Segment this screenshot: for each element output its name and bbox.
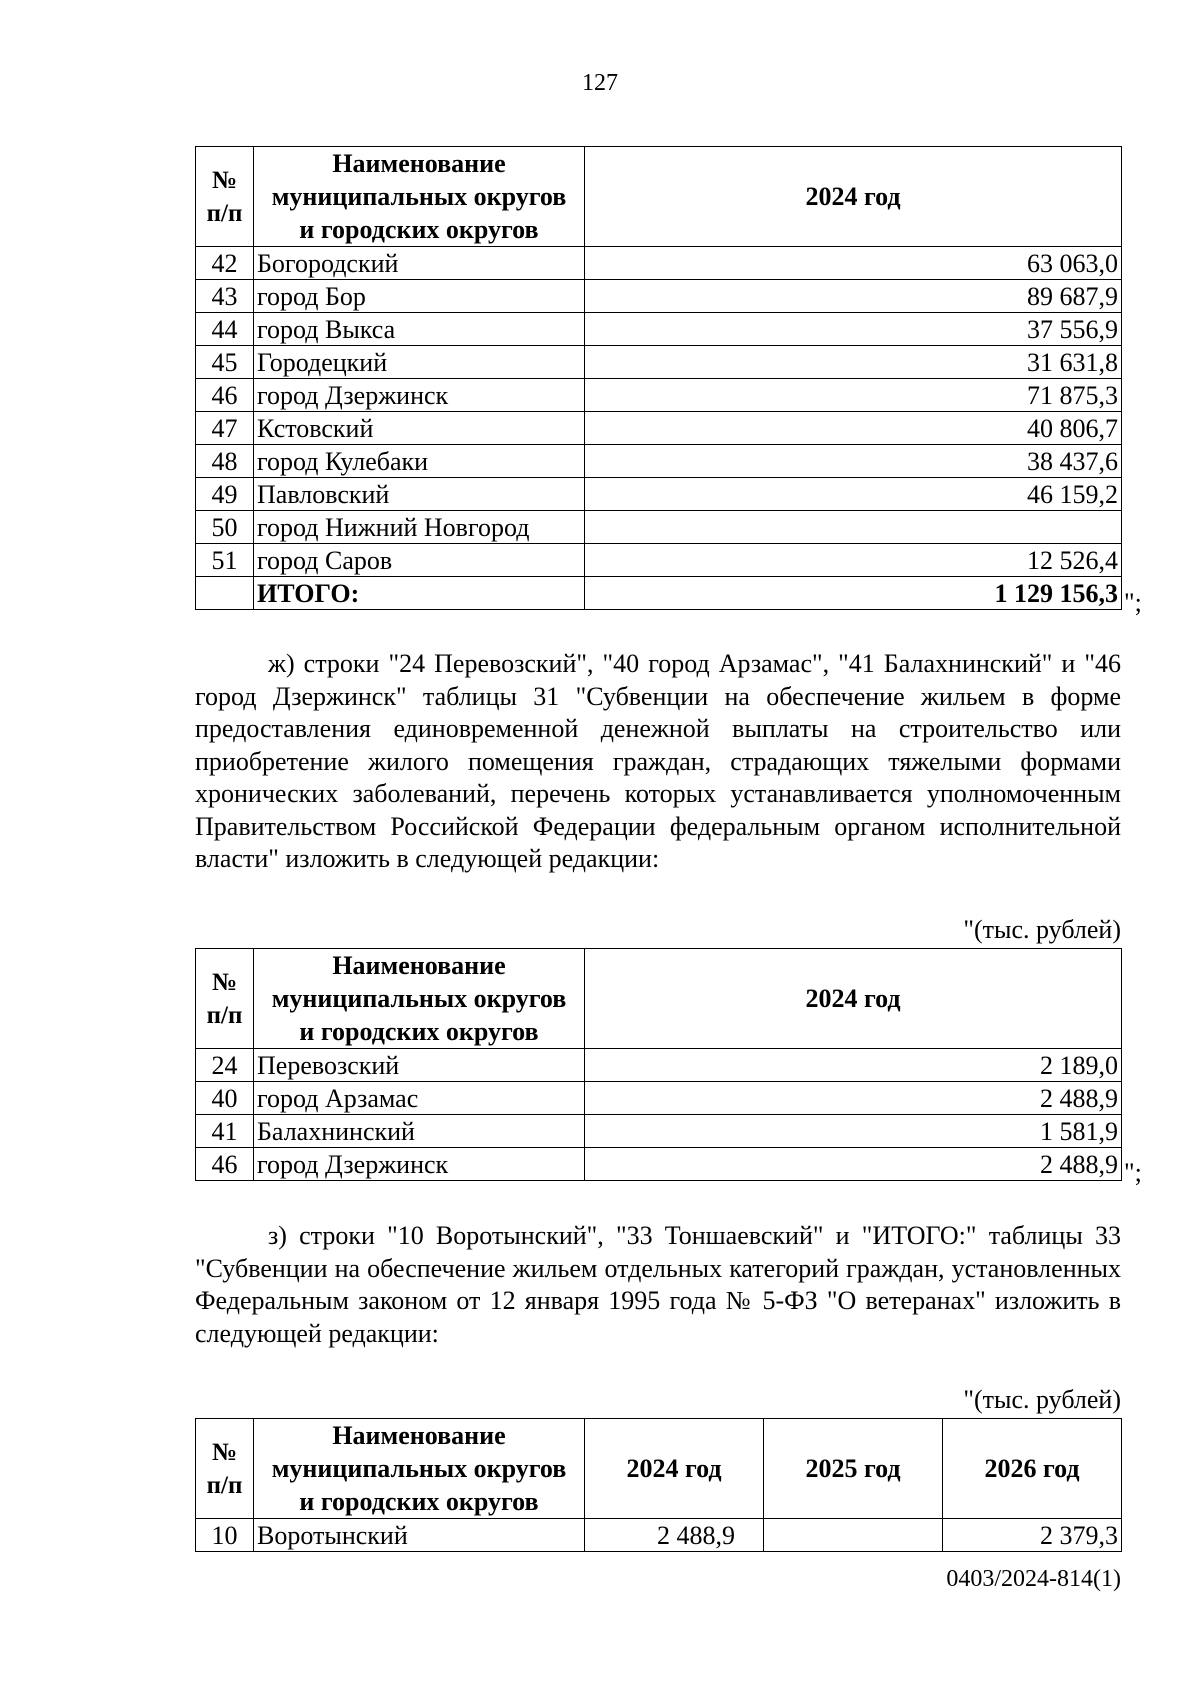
row-num: 43 xyxy=(196,280,254,313)
row-value-2024: 89 687,9 xyxy=(585,280,1122,313)
row-value-2024: 71 875,3 xyxy=(585,379,1122,412)
row-num: 24 xyxy=(196,1049,254,1082)
row-value-2024 xyxy=(585,511,1122,544)
row-num: 51 xyxy=(196,544,254,577)
row-name: город Дзержинск xyxy=(254,1148,585,1181)
table-row xyxy=(196,247,1122,280)
row-name: город Дзержинск xyxy=(254,379,585,412)
row-num: 46 xyxy=(196,379,254,412)
unit-label: "(тыс. рублей) xyxy=(963,1385,1121,1414)
row-value-2024: 63 063,0 xyxy=(585,247,1122,280)
table-header-row xyxy=(196,1419,1122,1519)
row-num: 50 xyxy=(196,511,254,544)
header-name: Наименование муниципальных округов и городских округов xyxy=(254,949,585,1049)
header-num: № п/п xyxy=(196,949,254,1049)
document-code: 0403/2024-814(1) xyxy=(946,1566,1121,1592)
row-name: Балахнинский xyxy=(254,1115,585,1148)
table-31-rows xyxy=(195,948,1122,1181)
paragraph-z xyxy=(195,1220,1121,1350)
row-num: 41 xyxy=(196,1115,254,1148)
table-closing-quote: "; xyxy=(1124,1158,1142,1187)
table-header-row xyxy=(196,147,1122,247)
table-row xyxy=(196,313,1122,346)
table-row xyxy=(196,346,1122,379)
row-name: Городецкий xyxy=(254,346,585,379)
row-value-2024: 2 189,0 xyxy=(585,1049,1122,1082)
table-row xyxy=(196,1115,1122,1148)
table-row xyxy=(196,445,1122,478)
row-num: 40 xyxy=(196,1082,254,1115)
table-row xyxy=(196,280,1122,313)
row-value-2024: 1 581,9 xyxy=(585,1115,1122,1148)
table-row xyxy=(196,1082,1122,1115)
table-row xyxy=(196,1148,1122,1181)
header-year-2025: 2025 год xyxy=(764,1419,943,1519)
row-num: 46 xyxy=(196,1148,254,1181)
table-row xyxy=(196,379,1122,412)
row-value-2024: 31 631,8 xyxy=(585,346,1122,379)
row-value-2026: 2 379,3 xyxy=(943,1519,1122,1552)
row-num: 10 xyxy=(196,1519,254,1552)
table-row xyxy=(196,478,1122,511)
table-row xyxy=(196,511,1122,544)
row-value-2024: 40 806,7 xyxy=(585,412,1122,445)
row-value-2025 xyxy=(764,1519,943,1552)
row-value-2024: 37 556,9 xyxy=(585,313,1122,346)
header-year-2026: 2026 год xyxy=(943,1419,1122,1519)
unit-label: "(тыс. рублей) xyxy=(963,915,1121,944)
header-num: № п/п xyxy=(196,1419,254,1519)
row-value-2024: 38 437,6 xyxy=(585,445,1122,478)
row-name: город Нижний Новгород xyxy=(254,511,585,544)
table-row xyxy=(196,1519,1122,1552)
row-name: город Кулебаки xyxy=(254,445,585,478)
row-value-2024: 2 488,9 xyxy=(585,1148,1122,1181)
row-num: 44 xyxy=(196,313,254,346)
row-num: 49 xyxy=(196,478,254,511)
row-name: Павловский xyxy=(254,478,585,511)
row-name: город Бор xyxy=(254,280,585,313)
row-name: город Выкса xyxy=(254,313,585,346)
table-closing-quote: "; xyxy=(1124,588,1142,617)
row-name: город Арзамас xyxy=(254,1082,585,1115)
row-name: Кстовский xyxy=(254,412,585,445)
header-year-2024: 2024 год xyxy=(585,147,1122,247)
row-num xyxy=(196,577,254,610)
row-name: город Саров xyxy=(254,544,585,577)
header-year-2024: 2024 год xyxy=(585,949,1122,1049)
row-name: Воротынский xyxy=(254,1519,585,1552)
row-name: Перевозский xyxy=(254,1049,585,1082)
row-value-2024: 2 488,9 xyxy=(585,1519,764,1552)
total-label: ИТОГО: xyxy=(254,577,585,610)
row-name: Богородский xyxy=(254,247,585,280)
header-name: Наименование муниципальных округов и городских округов xyxy=(254,1419,585,1519)
row-value-2024: 12 526,4 xyxy=(585,544,1122,577)
table-33-rows xyxy=(195,1418,1122,1552)
table-row xyxy=(196,412,1122,445)
row-num: 47 xyxy=(196,412,254,445)
table-31-continuation xyxy=(195,146,1122,610)
row-num: 48 xyxy=(196,445,254,478)
row-num: 45 xyxy=(196,346,254,379)
paragraph-zh xyxy=(195,648,1121,876)
row-num: 42 xyxy=(196,247,254,280)
paragraph-z-text: з) строки "10 Воротынский", "33 Тоншаевский" и "ИТОГО:" таблицы 33 "Субвенции на обеспечение жильем отдельных категорий граждан, установленных Федеральным законом от 12 января 1995 года № 5-ФЗ "О ветеранах" изложить в следующей редакции: xyxy=(195,1221,1121,1348)
total-value-2024: 1 129 156,3 xyxy=(585,577,1122,610)
row-value-2024: 2 488,9 xyxy=(585,1082,1122,1115)
table-row xyxy=(196,1049,1122,1082)
row-value-2024: 46 159,2 xyxy=(585,478,1122,511)
header-num: № п/п xyxy=(196,147,254,247)
header-name: Наименование муниципальных округов и городских округов xyxy=(254,147,585,247)
paragraph-zh-text: ж) строки "24 Перевозский", "40 город Арзамас", "41 Балахнинский" и "46 город Дзержинск" таблицы 31 "Субвенции на обеспечение жильем в форме предоставления единовременной денежной выплаты на строительство или приобретение жилого помещения граждан, страдающих тяжелыми формами хронических заболеваний, перечень которых устанавливается уполномоченным Правительством Российской Федерации федеральным органом исполнительной власти" изложить в следующей редакции: xyxy=(195,649,1121,873)
header-year-2024: 2024 год xyxy=(585,1419,764,1519)
table-header-row xyxy=(196,949,1122,1049)
total-row xyxy=(196,577,1122,610)
page-number: 127 xyxy=(582,70,618,96)
table-row xyxy=(196,544,1122,577)
